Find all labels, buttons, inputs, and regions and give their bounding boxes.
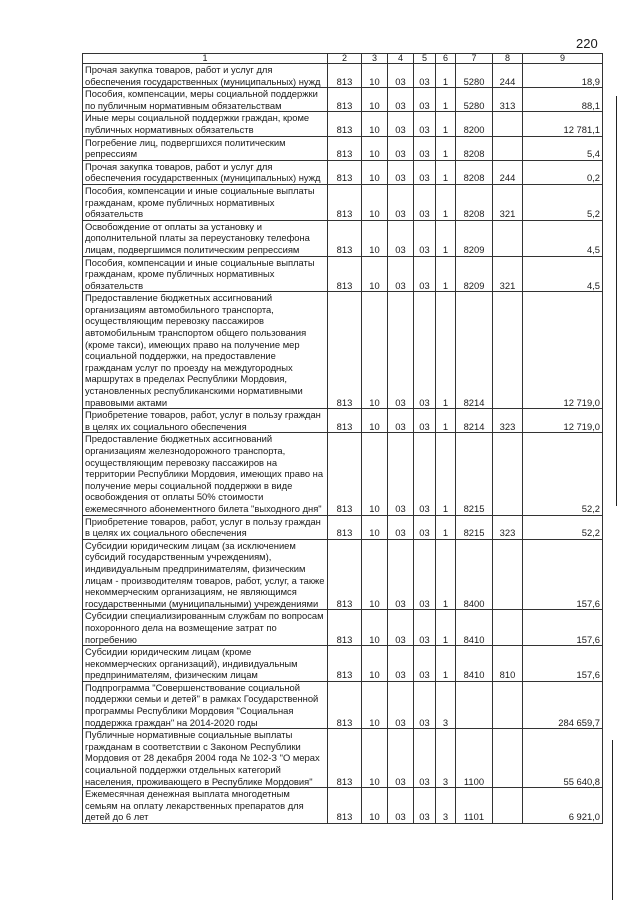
- column-header: 6: [436, 54, 456, 64]
- dept-code: 813: [328, 610, 362, 646]
- column-header: 5: [414, 54, 436, 64]
- dept-code: 813: [328, 539, 362, 610]
- expense-type-code: 244: [493, 64, 523, 88]
- item-name: Предоставление бюджетных ассигнований организациям автомобильного транспорта, осуществляющим перевозку пассажиров автомобильным транспортом общего пользования (кроме такси), имеющих право на получение мер социальной поддержки, на предоставление гражданам услуг по проезду на междугородных маршрутах в пределах Республики Мордовия, установленных республиканскими нормативными правовыми актами: [83, 292, 328, 409]
- section-code: 10: [362, 681, 388, 728]
- amount: 52,2: [523, 433, 603, 515]
- target-code: 8215: [456, 433, 493, 515]
- dept-code: 813: [328, 729, 362, 788]
- column-header: 4: [388, 54, 414, 64]
- amount: 18,9: [523, 64, 603, 88]
- item-name: Приобретение товаров, работ, услуг в пользу граждан в целях их социального обеспечения: [83, 409, 328, 433]
- amount: 0,2: [523, 160, 603, 184]
- program-code: 03: [414, 409, 436, 433]
- program-code: 03: [414, 184, 436, 220]
- target-code: 8200: [456, 112, 493, 136]
- section-code: 10: [362, 539, 388, 610]
- target-code: 1100: [456, 729, 493, 788]
- program-code: 03: [414, 788, 436, 824]
- section-code: 10: [362, 160, 388, 184]
- program-code: 03: [414, 136, 436, 160]
- subprogram-code: 1: [436, 256, 456, 292]
- program-code: 03: [414, 646, 436, 682]
- item-name: Подпрограмма "Совершенствование социальной поддержки семьи и детей" в рамках Государственной программы Республики Мордовия "Социальная поддержка граждан" на 2014-2020 годы: [83, 681, 328, 728]
- program-code: 03: [414, 433, 436, 515]
- target-code: 1101: [456, 788, 493, 824]
- target-code: 8208: [456, 160, 493, 184]
- subsection-code: 03: [388, 136, 414, 160]
- column-header: 9: [523, 54, 603, 64]
- target-code: 8209: [456, 256, 493, 292]
- item-name: Прочая закупка товаров, работ и услуг для обеспечения государственных (муниципальных) нужд: [83, 64, 328, 88]
- expense-type-code: 321: [493, 256, 523, 292]
- target-code: 8208: [456, 136, 493, 160]
- item-name: Предоставление бюджетных ассигнований организациям железнодорожного транспорта, осуществляющим перевозку пассажиров на территории Республики Мордовия, имеющих право на получение меры социальной поддержки в виде освобождения от оплаты 50% стоимости ежемесячного абонементного билета "выходного дня": [83, 433, 328, 515]
- target-code: 5280: [456, 88, 493, 112]
- table-row: [83, 220, 603, 256]
- scan-edge-mark: [612, 740, 613, 900]
- dept-code: 813: [328, 433, 362, 515]
- item-name: Публичные нормативные социальные выплаты гражданам в соответствии с Законом Республики Мордовия от 28 декабря 2004 года № 102-З "О мерах социальной поддержки отдельных категорий населения, проживающего в Республике Мордовия": [83, 729, 328, 788]
- dept-code: 813: [328, 88, 362, 112]
- dept-code: 813: [328, 788, 362, 824]
- table-row: [83, 610, 603, 646]
- target-code: 8410: [456, 646, 493, 682]
- target-code: 5280: [456, 64, 493, 88]
- subprogram-code: 1: [436, 220, 456, 256]
- section-code: 10: [362, 610, 388, 646]
- subsection-code: 03: [388, 610, 414, 646]
- expense-type-code: 810: [493, 646, 523, 682]
- dept-code: 813: [328, 136, 362, 160]
- item-name: Субсидии специализированным службам по вопросам похоронного дела на возмещение затрат по погребению: [83, 610, 328, 646]
- table-row: [83, 788, 603, 824]
- subsection-code: 03: [388, 515, 414, 539]
- amount: 4,5: [523, 220, 603, 256]
- program-code: 03: [414, 220, 436, 256]
- column-header: 8: [493, 54, 523, 64]
- dept-code: 813: [328, 160, 362, 184]
- dept-code: 813: [328, 292, 362, 409]
- program-code: 03: [414, 539, 436, 610]
- dept-code: 813: [328, 409, 362, 433]
- table-row: [83, 160, 603, 184]
- section-code: 10: [362, 112, 388, 136]
- expense-type-code: 323: [493, 515, 523, 539]
- expense-type-code: 313: [493, 88, 523, 112]
- subsection-code: 03: [388, 409, 414, 433]
- page-number: 220: [576, 36, 598, 51]
- dept-code: 813: [328, 515, 362, 539]
- target-code: [456, 681, 493, 728]
- amount: 6 921,0: [523, 788, 603, 824]
- section-code: 10: [362, 729, 388, 788]
- dept-code: 813: [328, 681, 362, 728]
- section-code: 10: [362, 64, 388, 88]
- expense-type-code: 321: [493, 184, 523, 220]
- expense-type-code: [493, 433, 523, 515]
- subsection-code: 03: [388, 292, 414, 409]
- item-name: Пособия, компенсации, меры социальной поддержки по публичным нормативным обязательствам: [83, 88, 328, 112]
- table-row: [83, 646, 603, 682]
- target-code: 8215: [456, 515, 493, 539]
- item-name: Пособия, компенсации и иные социальные выплаты гражданам, кроме публичных нормативных обязательств: [83, 256, 328, 292]
- program-code: 03: [414, 610, 436, 646]
- item-name: Пособия, компенсации и иные социальные выплаты гражданам, кроме публичных нормативных обязательств: [83, 184, 328, 220]
- program-code: 03: [414, 88, 436, 112]
- amount: 55 640,8: [523, 729, 603, 788]
- amount: 5,2: [523, 184, 603, 220]
- subprogram-code: 1: [436, 433, 456, 515]
- subsection-code: 03: [388, 681, 414, 728]
- section-code: 10: [362, 136, 388, 160]
- subprogram-code: 1: [436, 539, 456, 610]
- subprogram-code: 1: [436, 112, 456, 136]
- dept-code: 813: [328, 256, 362, 292]
- amount: 12 719,0: [523, 292, 603, 409]
- table-row: [83, 256, 603, 292]
- program-code: 03: [414, 729, 436, 788]
- amount: 5,4: [523, 136, 603, 160]
- table-row: [83, 539, 603, 610]
- table-row: [83, 433, 603, 515]
- amount: 4,5: [523, 256, 603, 292]
- expense-type-code: [493, 681, 523, 728]
- subprogram-code: 1: [436, 610, 456, 646]
- subprogram-code: 3: [436, 788, 456, 824]
- column-header: 1: [83, 54, 328, 64]
- subsection-code: 03: [388, 220, 414, 256]
- program-code: 03: [414, 515, 436, 539]
- subprogram-code: 1: [436, 136, 456, 160]
- section-code: 10: [362, 433, 388, 515]
- amount: 284 659,7: [523, 681, 603, 728]
- section-code: 10: [362, 184, 388, 220]
- column-header-row: [83, 54, 603, 64]
- dept-code: 813: [328, 112, 362, 136]
- section-code: 10: [362, 292, 388, 409]
- item-name: Приобретение товаров, работ, услуг в пользу граждан в целях их социального обеспечения: [83, 515, 328, 539]
- table-row: [83, 515, 603, 539]
- amount: 157,6: [523, 610, 603, 646]
- section-code: 10: [362, 88, 388, 112]
- budget-table: [82, 53, 603, 824]
- expense-type-code: [493, 539, 523, 610]
- column-header: 7: [456, 54, 493, 64]
- program-code: 03: [414, 112, 436, 136]
- section-code: 10: [362, 256, 388, 292]
- column-header: 3: [362, 54, 388, 64]
- expense-type-code: 244: [493, 160, 523, 184]
- subprogram-code: 1: [436, 64, 456, 88]
- expense-type-code: [493, 788, 523, 824]
- expense-type-code: [493, 220, 523, 256]
- subsection-code: 03: [388, 539, 414, 610]
- table-row: [83, 88, 603, 112]
- table-row: [83, 292, 603, 409]
- subprogram-code: 1: [436, 646, 456, 682]
- expense-type-code: [493, 729, 523, 788]
- subprogram-code: 1: [436, 184, 456, 220]
- section-code: 10: [362, 788, 388, 824]
- subsection-code: 03: [388, 160, 414, 184]
- expense-type-code: [493, 292, 523, 409]
- subprogram-code: 1: [436, 409, 456, 433]
- program-code: 03: [414, 292, 436, 409]
- item-name: Освобождение от оплаты за установку и дополнительной платы за переустановку телефона лицам, подвергшимся политическим репрессиям: [83, 220, 328, 256]
- table-row: [83, 136, 603, 160]
- subprogram-code: 1: [436, 515, 456, 539]
- subprogram-code: 3: [436, 681, 456, 728]
- section-code: 10: [362, 220, 388, 256]
- item-name: Иные меры социальной поддержки граждан, кроме публичных нормативных обязательств: [83, 112, 328, 136]
- target-code: 8214: [456, 409, 493, 433]
- amount: 12 781,1: [523, 112, 603, 136]
- table-row: [83, 112, 603, 136]
- amount: 52,2: [523, 515, 603, 539]
- subsection-code: 03: [388, 64, 414, 88]
- expense-type-code: [493, 136, 523, 160]
- item-name: Погребение лиц, подвергшихся политическим репрессиям: [83, 136, 328, 160]
- target-code: 8214: [456, 292, 493, 409]
- target-code: 8400: [456, 539, 493, 610]
- dept-code: 813: [328, 64, 362, 88]
- table-row: [83, 729, 603, 788]
- item-name: Субсидии юридическим лицам (за исключением субсидий государственным учреждениям), индивидуальным предпринимателям, физическим лицам - производителям товаров, работ, услуг, а также некоммерческим организациям, не являющимся государственными (муниципальными) учреждениями: [83, 539, 328, 610]
- subprogram-code: 3: [436, 729, 456, 788]
- table-row: [83, 409, 603, 433]
- program-code: 03: [414, 256, 436, 292]
- subsection-code: 03: [388, 112, 414, 136]
- program-code: 03: [414, 160, 436, 184]
- dept-code: 813: [328, 646, 362, 682]
- subsection-code: 03: [388, 646, 414, 682]
- section-code: 10: [362, 409, 388, 433]
- program-code: 03: [414, 64, 436, 88]
- subsection-code: 03: [388, 729, 414, 788]
- expense-type-code: [493, 610, 523, 646]
- scan-edge-mark: [616, 96, 617, 506]
- amount: 12 719,0: [523, 409, 603, 433]
- expense-type-code: [493, 112, 523, 136]
- table-row: [83, 184, 603, 220]
- subsection-code: 03: [388, 88, 414, 112]
- section-code: 10: [362, 646, 388, 682]
- subsection-code: 03: [388, 433, 414, 515]
- subsection-code: 03: [388, 256, 414, 292]
- subprogram-code: 1: [436, 160, 456, 184]
- expense-type-code: 323: [493, 409, 523, 433]
- amount: 88,1: [523, 88, 603, 112]
- amount: 157,6: [523, 539, 603, 610]
- column-header: 2: [328, 54, 362, 64]
- table-row: [83, 64, 603, 88]
- dept-code: 813: [328, 184, 362, 220]
- amount: 157,6: [523, 646, 603, 682]
- program-code: 03: [414, 681, 436, 728]
- item-name: Ежемесячная денежная выплата многодетным семьям на оплату лекарственных препаратов для детей до 6 лет: [83, 788, 328, 824]
- section-code: 10: [362, 515, 388, 539]
- subprogram-code: 1: [436, 292, 456, 409]
- subsection-code: 03: [388, 184, 414, 220]
- table-row: [83, 681, 603, 728]
- subsection-code: 03: [388, 788, 414, 824]
- item-name: Прочая закупка товаров, работ и услуг для обеспечения государственных (муниципальных) нужд: [83, 160, 328, 184]
- subprogram-code: 1: [436, 88, 456, 112]
- target-code: 8410: [456, 610, 493, 646]
- dept-code: 813: [328, 220, 362, 256]
- target-code: 8209: [456, 220, 493, 256]
- target-code: 8208: [456, 184, 493, 220]
- item-name: Субсидии юридическим лицам (кроме некоммерческих организаций), индивидуальным предпринимателям, физическим лицам: [83, 646, 328, 682]
